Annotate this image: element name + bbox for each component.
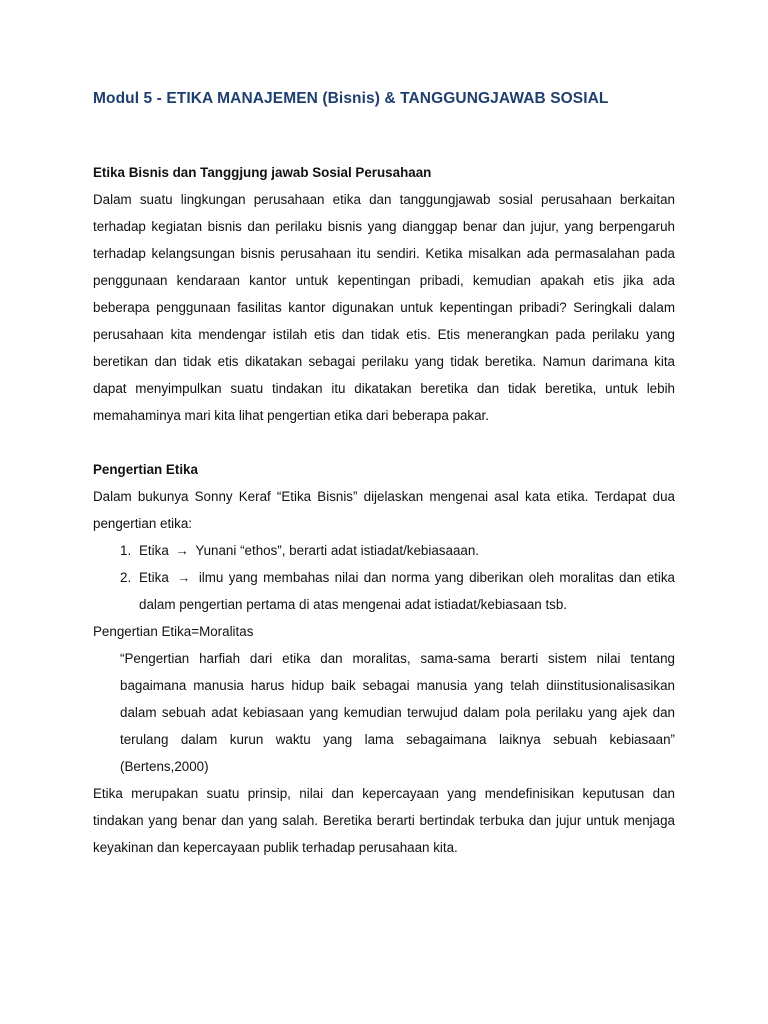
document-title: Modul 5 - ETIKA MANAJEMEN (Bisnis) & TANGGUNGJAWAB SOSIAL — [93, 90, 609, 107]
closing-paragraph: Etika merupakan suatu prinsip, nilai dan kepercayaan yang mendefinisikan keputusan dan tindakan yang benar dan yang salah. Beretika berarti bertindak terbuka dan jujur untuk menjaga keyakinan dan kepercayaan publik terhadap perusahaan kita. — [93, 786, 675, 855]
list-item-term: Etika — [139, 570, 169, 585]
list-item — [93, 537, 675, 564]
list-item-text: ilmu yang membahas nilai dan norma yang diberikan oleh moralitas dan etika dalam pengertian pertama di atas mengenai adat istiadat/kebiasaan tsb. — [139, 570, 675, 612]
block-quote: “Pengertian harfiah dari etika dan moralitas, sama-sama berarti sistem nilai tentang bagaimana manusia harus hidup baik sebagai manusia yang telah diinstitusionalisasikan dalam sebuah adat kebiasaan yang kemudian terwujud dalam pola perilaku yang ajek dan terulang dalam kurun waktu yang lama sebagaimana laiknya sebuah kebiasaan” (Bertens,2000) — [120, 651, 675, 774]
definition-list — [93, 537, 675, 618]
section-intro-pengertian-etika: Dalam bukunya Sonny Keraf “Etika Bisnis” dijelaskan mengenai asal kata etika. Terdapat dua pengertian etika: — [93, 489, 675, 531]
list-item-number: 2. — [120, 570, 132, 585]
section-heading-etika-bisnis: Etika Bisnis dan Tanggjung jawab Sosial Perusahaan — [93, 165, 432, 180]
spacer — [93, 429, 675, 456]
list-item-term: Etika — [139, 543, 169, 558]
list-item-text: Yunani “ethos”, berarti adat istiadat/kebiasaaan. — [195, 543, 480, 558]
list-item — [93, 564, 675, 618]
spacer — [93, 110, 675, 159]
list-item-number: 1. — [120, 543, 132, 558]
arrow-right-icon: → — [177, 570, 191, 585]
subheading-etika-moralitas: Pengertian Etika=Moralitas — [93, 624, 254, 639]
section-heading-pengertian-etika: Pengertian Etika — [93, 462, 198, 477]
arrow-right-icon: → — [175, 543, 189, 558]
document-page — [93, 88, 675, 861]
section-paragraph-etika-bisnis: Dalam suatu lingkungan perusahaan etika dan tanggungjawab sosial perusahaan berkaitan terhadap kegiatan bisnis dan perilaku bisnis yang dianggap benar dan jujur, yang berpengaruh terhadap kelangsungan bisnis perusahaan itu sendiri. Ketika misalkan ada permasalahan pada penggunaan kendaraan kantor untuk kepentingan pribadi, kemudian apakah etis jika ada beberapa penggunaan fasilitas kantor digunakan untuk kepentingan pribadi? Seringkali dalam perusahaan kita mendengar istilah etis dan tidak etis. Etis menerangkan pada perilaku yang beretikan dan tidak etis dikatakan sebagai perilaku yang tidak beretika. Namun darimana kita dapat menyimpulkan suatu tindakan itu dikatakan beretika dan tidak beretika, untuk lebih memahaminya mari kita lihat pengertian etika dari beberapa pakar. — [93, 192, 675, 423]
